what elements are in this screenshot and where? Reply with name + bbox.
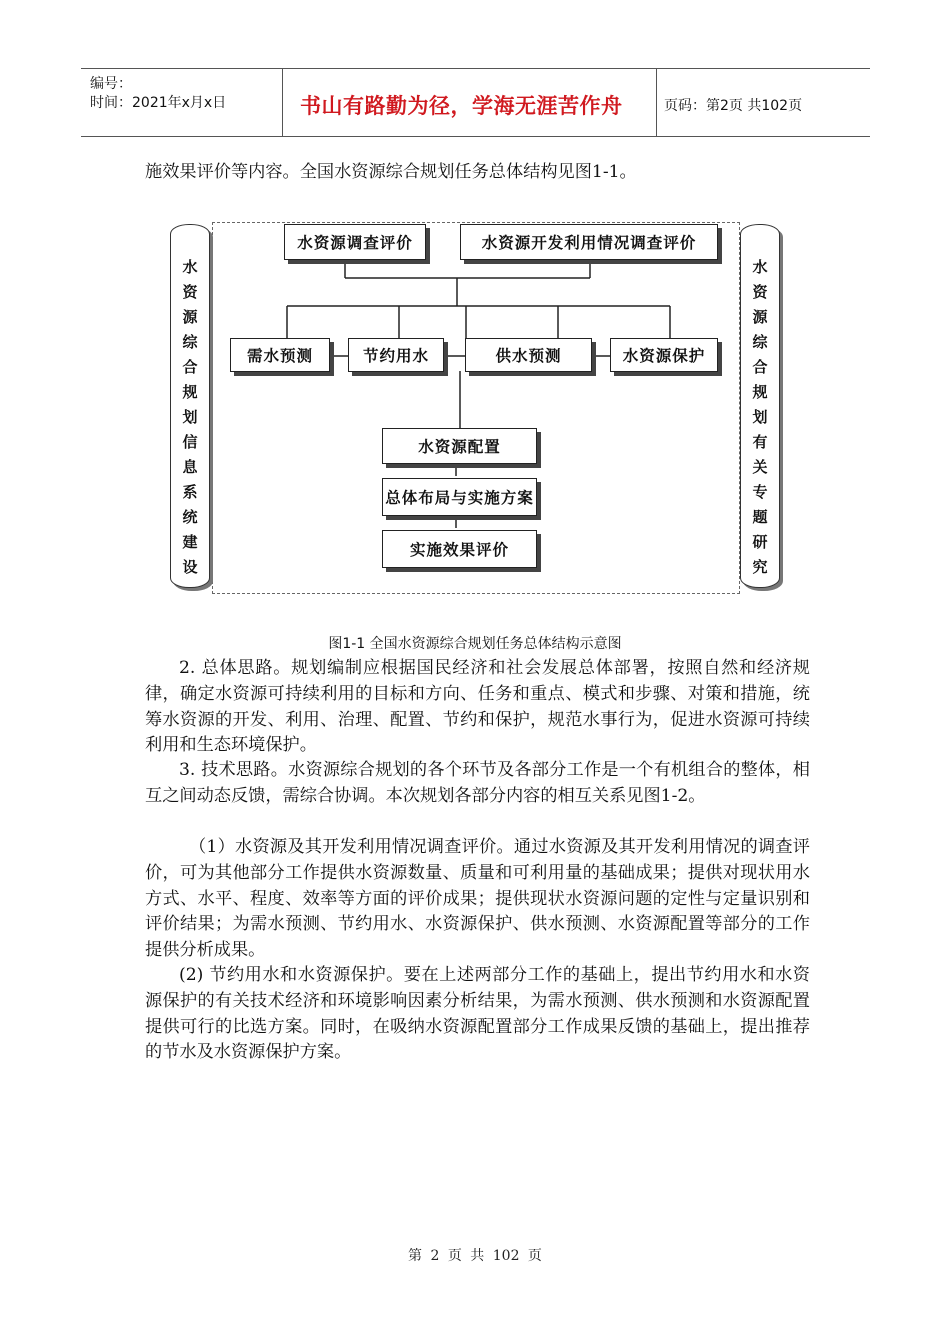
header-divider-right [656, 68, 657, 136]
right-scroll [740, 224, 780, 588]
right_scroll-char: 有 [752, 433, 768, 451]
left_scroll-char: 系 [182, 483, 198, 501]
left_scroll-char: 信 [182, 433, 198, 451]
left_scroll-char: 规 [182, 383, 198, 401]
right_scroll-char: 题 [752, 508, 768, 526]
header-top-rule [81, 68, 870, 69]
right_scroll-char: 专 [752, 483, 768, 501]
structure-figure [150, 218, 800, 598]
header-number-label: 编号： [90, 76, 132, 92]
box-water-survey: 水资源调查评价 [284, 224, 426, 260]
figure-caption: 图1-1 全国水资源综合规划任务总体结构示意图 [328, 636, 622, 652]
header-motto: 书山有路勤为径，学海无涯苦作舟 [300, 94, 623, 118]
left_scroll-char: 资 [182, 283, 198, 301]
box-water-protection: 水资源保护 [610, 338, 718, 372]
right_scroll-char: 究 [752, 558, 768, 576]
right_scroll-char: 研 [752, 533, 768, 551]
box-supply-forecast: 供水预测 [465, 338, 592, 372]
header-divider-left [282, 68, 283, 136]
page-footer: 第 2 页 共 102 页 [408, 1248, 542, 1264]
left_scroll-char: 源 [182, 308, 198, 326]
right_scroll-char: 源 [752, 308, 768, 326]
left_scroll-char: 合 [182, 358, 198, 376]
box-water-saving: 节约用水 [348, 338, 444, 372]
left_scroll-char: 设 [182, 558, 198, 576]
right_scroll-char: 规 [752, 383, 768, 401]
box-overall-layout: 总体布局与实施方案 [382, 478, 537, 516]
left-scroll-text [171, 255, 209, 580]
paragraph-intro: 施效果评价等内容。全国水资源综合规划任务总体结构见图1-1。 [145, 162, 637, 182]
right_scroll-char: 水 [752, 258, 768, 276]
paragraph-survey-evaluation: （1）水资源及其开发利用情况调查评价。通过水资源及其开发利用情况的调查评价，可为其他部分工作提供水资源数量、质量和可利用量的基础成果；提供对现状用水方式、水平、程度、效率等方面的评价成果；提供现状水资源问题的定性与定量识别和评价结果；为需水预测、节约用水、水资源保护、供水预测、水资源配置等部分的工作提供分析成果。 [145, 837, 810, 961]
right-scroll-text [741, 255, 779, 580]
box-development-survey: 水资源开发利用情况调查评价 [460, 224, 718, 260]
left_scroll-char: 建 [182, 533, 198, 551]
header-page-info: 页码：第2页 共102页 [664, 98, 803, 114]
box-effect-evaluation: 实施效果评价 [382, 530, 537, 568]
left_scroll-char: 划 [182, 408, 198, 426]
header-time-label: 时间：2021年x月x日 [90, 95, 227, 111]
box-water-allocation: 水资源配置 [382, 428, 537, 464]
left_scroll-char: 水 [182, 258, 198, 276]
left-scroll [170, 224, 210, 588]
paragraph-saving-protection: (2) 节约用水和水资源保护。要在上述两部分工作的基础上，提出节约用水和水资源保护的有关技术经济和环境影响因素分析结果，为需水预测、供水预测和水资源配置提供可行的比选方案。同时，在吸纳水资源配置部分工作成果反馈的基础上，提出推荐的节水及水资源保护方案。 [145, 965, 810, 1063]
right_scroll-char: 划 [752, 408, 768, 426]
right_scroll-char: 资 [752, 283, 768, 301]
left_scroll-char: 统 [182, 508, 198, 526]
left_scroll-char: 息 [182, 458, 198, 476]
paragraph-technical-idea: 3. 技术思路。水资源综合规划的各个环节及各部分工作是一个有机组合的整体，相互之间动态反馈，需综合协调。本次规划各部分内容的相互关系见图1-2。 [145, 760, 810, 806]
right_scroll-char: 合 [752, 358, 768, 376]
right_scroll-char: 关 [752, 458, 768, 476]
left_scroll-char: 综 [182, 333, 198, 351]
box-demand-forecast: 需水预测 [230, 338, 330, 372]
paragraph-overall-idea: 2. 总体思路。规划编制应根据国民经济和社会发展总体部署，按照自然和经济规律，确定水资源可持续利用的目标和方向、任务和重点、模式和步骤、对策和措施，统筹水资源的开发、利用、治理、配置、节约和保护，规范水事行为，促进水资源可持续利用和生态环境保护。 [145, 658, 810, 756]
right_scroll-char: 综 [752, 333, 768, 351]
header-bottom-rule [81, 136, 870, 137]
